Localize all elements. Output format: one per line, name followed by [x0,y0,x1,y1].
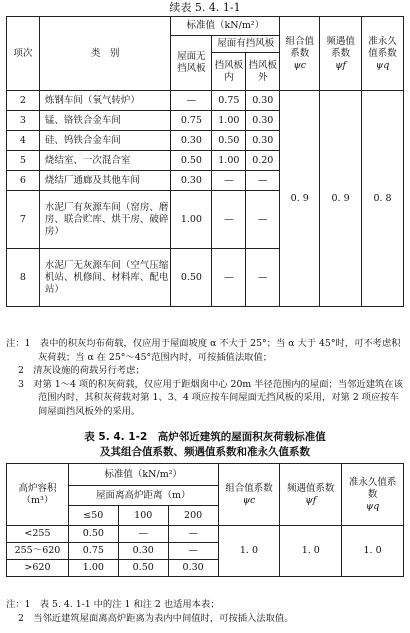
cell-shared-comb: 1. 0 [218,526,280,577]
cell-category: 硅、钨铁合金车间 [39,131,171,151]
cell-shared-freq: 1. 0 [280,526,342,577]
header-std-value: 标准值（kN/m²） [68,464,218,486]
note-1: 注：1 表 5. 4. 1-1 中的注 1 和注 2 也适用本表； [6,599,220,610]
cell-capacity: 255～620 [7,543,69,560]
header-item-no: 项次 [7,17,40,91]
note-3: 3 对第 1～4 项的积灰荷载，仅应用于距烟囱中心 20m 半径范围内的屋面；当邻近建筑在该范围内时，其积灰荷载对第 1、3、4 项应按车间屋面无挡风板的采用，对第 2 项应按车间屋面挡风板外的采用。 [18,378,403,417]
note-1: 注：1 表中的积灰均布荷载，仅应用于屋面坡度 α 不大于 25°；当 α 大于 45°时，可不考虑积灰荷载；当 α 在 25°～45°范围内时，可按插值法取值； [6,338,401,363]
header-category: 类 别 [39,17,171,91]
header-distance: 屋面离高炉距离（m） [68,486,218,506]
table2-notes [6,598,406,625]
header-d1: ≤50 [68,506,118,526]
cell-shared-quasi: 1. 0 [342,526,404,577]
header-quasi-factor [342,464,404,526]
quasi-symbol: ψq [365,500,380,512]
cell-v3: — [246,191,280,249]
cell-no: 6 [7,171,40,191]
table2-caption-line2: 及其组合值系数、频遇值系数和准永久值系数 [100,446,310,458]
freq-symbol: ψf [305,494,317,506]
comb-factor-label: 组合值系数 [285,35,314,59]
cell-v1: — [171,91,212,111]
cell-no: 5 [7,151,40,171]
header-freq-factor [320,17,362,91]
cell-shared-comb: 0. 9 [280,91,320,307]
cell-no: 4 [7,131,40,151]
header-quasi-factor [362,17,404,91]
cell-v3: 0.20 [246,151,280,171]
quasi-factor-label: 准永久值系数 [348,476,397,500]
cell-v3: 0.30 [168,560,218,577]
header-std-value: 标准值（kN/m²） [171,17,280,36]
header-d2: 100 [118,506,168,526]
table2 [6,463,404,577]
header-freq-factor [280,464,342,526]
cell-shared-freq: 0. 9 [320,91,362,307]
quasi-factor-label: 准永久值系数 [368,35,397,59]
cell-no: 7 [7,191,40,249]
cell-category: 水泥厂有灰源车间（窑房、磨房、联合贮库、烘干房、破碎房） [39,191,171,249]
cell-category: 锰、铬铁合金车间 [39,111,171,131]
cell-v3: — [168,526,218,543]
note-2: 2 清灰设施的荷载另行考虑； [18,365,145,376]
cell-v2: — [212,171,246,191]
cell-category: 炼钢车间（氧气转炉） [39,91,171,111]
cell-v1: 0.30 [171,131,212,151]
cell-v1: 0.75 [68,543,118,560]
table-row [7,526,404,543]
cell-v2: — [212,249,246,307]
header-comb-factor [280,17,320,91]
cell-v2: 1.00 [212,111,246,131]
cell-no: 8 [7,249,40,307]
cell-v2: — [118,526,168,543]
cell-no: 3 [7,111,40,131]
header-wind-outer: 挡风板外 [246,53,280,91]
table2-caption-line1: 表 5. 4. 1-2 高炉邻近建筑的屋面积灰荷载标准值 [84,431,326,443]
header-roof-with-wind: 屋面有挡风板 [212,36,280,53]
cell-v1: 0.50 [68,526,118,543]
cell-v3: — [246,249,280,307]
cell-v1: 0.30 [171,171,212,191]
cell-v1: 0.75 [171,111,212,131]
freq-symbol: ψf [335,59,347,71]
header-wind-inner: 挡风板内 [212,53,246,91]
freq-factor-label: 频遇值系数 [287,482,335,494]
cell-v3: — [168,543,218,560]
cell-v3: — [246,171,280,191]
cell-no: 2 [7,91,40,111]
cell-v2: 1.00 [212,151,246,171]
cell-v3: 0.30 [246,91,280,111]
cell-v1: 1.00 [171,191,212,249]
cell-v2: — [212,191,246,249]
cell-category: 水泥厂无灰源车间（空气压缩机站、机修间、材料库、配电站） [39,249,171,307]
cell-capacity: >620 [7,560,69,577]
cell-v3: 0.30 [246,131,280,151]
comb-symbol: ψc [293,59,307,71]
table1-notes [6,337,406,418]
table1 [6,16,404,307]
cell-v2: 0.50 [118,560,168,577]
cell-v2: 0.50 [212,131,246,151]
header-d3: 200 [168,506,218,526]
cell-v2: 0.75 [212,91,246,111]
freq-factor-label: 频遇值系数 [326,35,355,59]
cell-v1: 0.50 [171,151,212,171]
cell-shared-quasi: 0. 8 [362,91,404,307]
cell-v3: 0.30 [246,111,280,131]
cell-v1: 1.00 [68,560,118,577]
comb-factor-label: 组合值系数 [225,482,273,494]
note-2: 2 当邻近建筑屋面离高炉距离为表内中间值时，可按插入法取值。 [18,612,294,624]
cell-capacity: <255 [7,526,69,543]
comb-symbol: ψc [242,494,256,506]
cell-v2: 0.30 [118,543,168,560]
header-roof-no-wind: 屋面无挡风板 [171,36,212,91]
cell-category: 烧结厂通廊及其他车间 [39,171,171,191]
header-comb-factor [218,464,280,526]
cell-category: 烧结室、一次混合室 [39,151,171,171]
cell-v1: 0.50 [171,249,212,307]
table-row [7,91,404,111]
quasi-symbol: ψq [375,59,390,71]
table1-caption: 续表 5. 4. 1-1 [169,1,241,14]
header-capacity: 高炉容积（m³） [7,464,69,526]
